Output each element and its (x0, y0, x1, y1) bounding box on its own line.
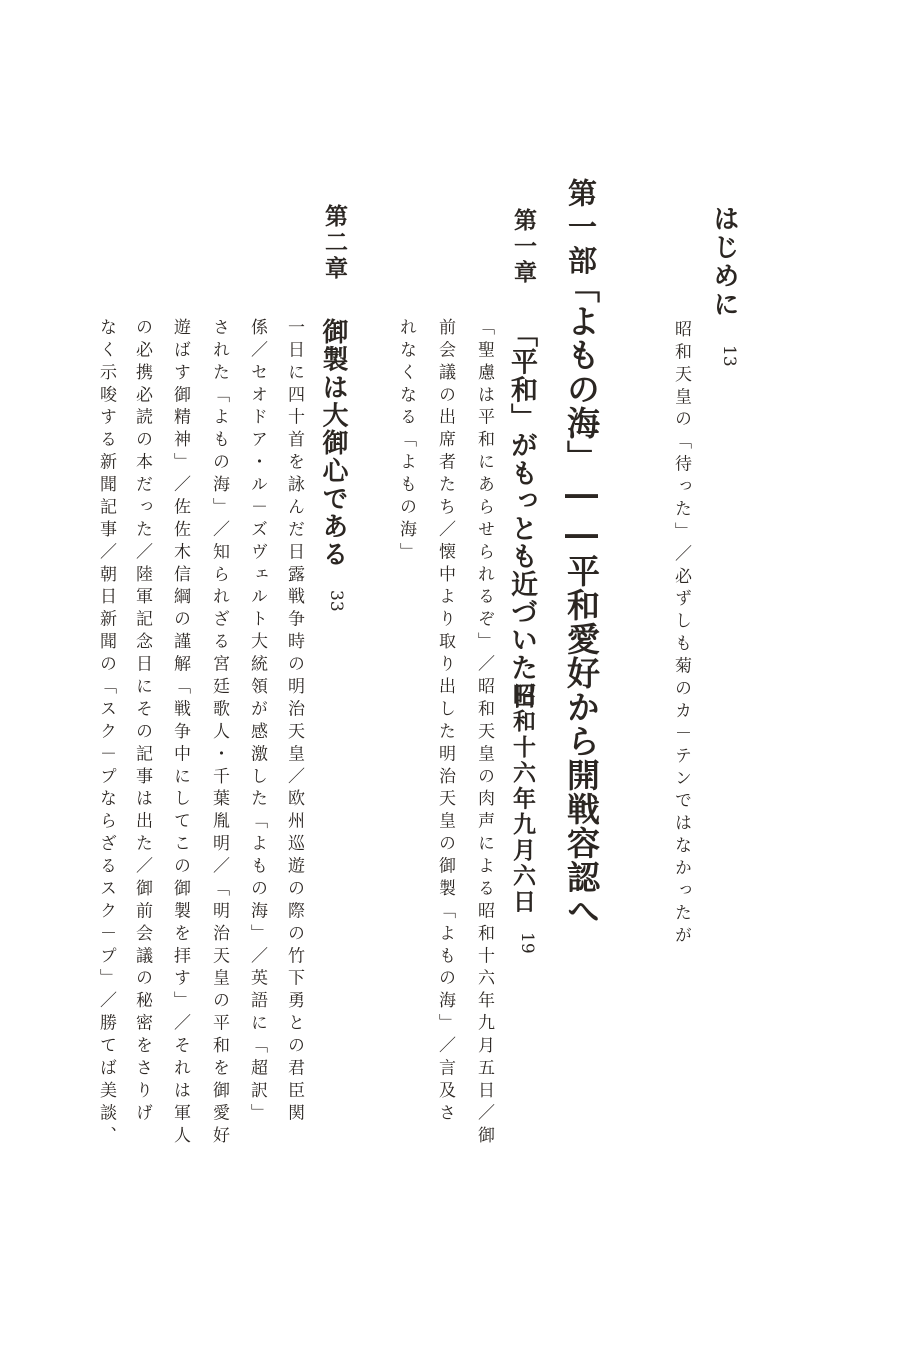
page-number: 33 (326, 590, 346, 612)
page-number: 19 (517, 932, 537, 954)
chapter1-date: 昭和十六年九月六日 (509, 683, 536, 915)
chapter1-summary-line-3: れなくなる「よもの海」 (396, 318, 416, 565)
chapter2-title[interactable]: 御製は大御心である (318, 318, 348, 569)
chapter2-summary-line-5: の必携必読の本だった／陸軍記念日にその記事は出た／御前会議の秘密をさりげ (132, 318, 152, 1126)
intro-page-number (720, 345, 737, 367)
chapter1-summary-line-2: 前会議の出席者たち／懐中より取り出した明治天皇の御製「よもの海」／言及さ (435, 318, 455, 1126)
part1-title[interactable]: 「よもの海」――平和愛好から開戦容認へ (562, 270, 601, 928)
chapter2-summary-line-3: された「よもの海」／知られざる宮廷歌人・千葉胤明／「明治天皇の平和を御愛好 (209, 318, 229, 1149)
chapter1-page-number (518, 932, 535, 954)
intro-summary-line: 昭和天皇の「待った」／必ずしも菊のカ－テンではなかったが (671, 320, 691, 949)
chapter1-summary-line-1: 「聖慮は平和にあらせられるぞ」／昭和天皇の肉声による昭和十六年九月五日／御 (474, 318, 494, 1149)
intro-heading[interactable]: はじめに (709, 205, 739, 320)
chapter2-label[interactable]: 第二章 (321, 204, 348, 282)
page-number: 13 (719, 345, 739, 367)
chapter1-title[interactable]: 「平和」がもっとも近づいた日 (506, 320, 537, 710)
chapter2-page-number (327, 590, 344, 612)
chapter2-summary-line-6: なく示唆する新聞記事／朝日新聞の「スク－プならざるスク－プ」／勝てば美談、 (96, 318, 116, 1149)
chapter2-summary-line-2: 係／セオドア・ル－ズヴェルト大統領が感激した「よもの海」／英語に「超訳」 (247, 318, 267, 1126)
part1-label[interactable]: 第一部 (564, 178, 598, 279)
chapter2-summary-line-1: 一日に四十首を詠んだ日露戦争時の明治天皇／欧州巡遊の際の竹下勇との君臣関 (284, 318, 304, 1126)
chapter1-label[interactable]: 第一章 (510, 208, 537, 286)
chapter2-summary-line-4: 遊ばす御精神」／佐佐木信綱の謹解「戦争中にしてこの御製を拝す」／それは軍人 (170, 318, 190, 1149)
